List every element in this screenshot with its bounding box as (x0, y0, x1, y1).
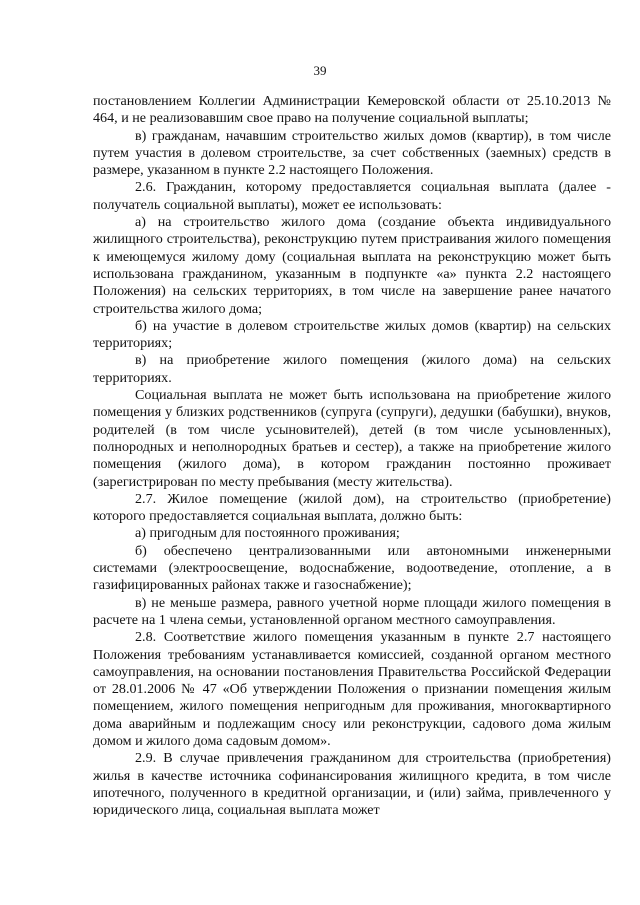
paragraph-2-9: 2.9. В случае привлечения гражданином для строительства (приобретения) жилья в качестве источника софинансирования жилищного кредита, в том числе ипотечного, полученного в кредитной организации, и (или) займа, привлеченного у юридического лица, социальная выплата может (93, 750, 611, 819)
paragraph-2-6-a: а) на строительство жилого дома (создание объекта индивидуального жилищного строительства), реконструкцию путем пристраивания жилого помещения к имеющемуся жилому дому (социальная выплата на реконструкцию может быть использована гражданином, указанным в подпункте «а» пункта 2.2 настоящего Положения) на сельских территориях, в том числе на завершение ранее начатого строительства жилого дома; (93, 214, 611, 317)
paragraph-2-7-a: а) пригодным для постоянного проживания; (135, 525, 400, 542)
paragraph-restriction: Социальная выплата не может быть использована на приобретение жилого помещения у близких родственников (супруга (супруги), дедушки (бабушки), внуков, родителей (в том числе усыновителей), детей (в том числе усыновленных), полнородных и неполнородных братьев и сестер), а также на приобретение жилого помещения (жилого дома), в котором гражданин постоянно проживает (зарегистрирован по месту пребывания (месту жительства). (93, 387, 611, 490)
paragraph-subitem-v: в) гражданам, начавшим строительство жилых домов (квартир), в том числе путем участия в долевом строительстве, за счет собственных (заемных) средств в размере, указанном в пункте 2.2 настоящего Положения. (93, 127, 611, 179)
paragraph-continuation: постановлением Коллегии Администрации Кемеровской области от 25.10.2013 № 464, и не реализовавшим свое право на получение социальной выплаты; (93, 93, 611, 127)
document-body (93, 93, 611, 819)
paragraph-2-8: 2.8. Соответствие жилого помещения указанным в пункте 2.7 настоящего Положения требованиям устанавливается комиссией, созданной органом местного самоуправления, на основании постановления Правительства Российской Федерации от 28.01.2006 № 47 «Об утверждении Положения о признании помещения жилым помещением, жилого помещения непригодным для проживания, многоквартирного дома аварийным и подлежащим сносу или реконструкции, садового дома жилым домом и жилого дома садовым домом». (93, 629, 611, 749)
paragraph-2-7: 2.7. Жилое помещение (жилой дом), на строительство (приобретение) которого предоставляется социальная выплата, должно быть: (93, 490, 611, 525)
paragraph-2-7-v: в) не меньше размера, равного учетной норме площади жилого помещения в расчете на 1 члена семьи, установленной органом местного самоуправления. (93, 594, 611, 628)
paragraph-2-7-b: б) обеспечено централизованными или автономными инженерными системами (электроосвещение, водоснабжение, водоотведение, отопление, а в газифицированных районах также и газоснабжение); (93, 542, 611, 594)
paragraph-2-6-v: в) на приобретение жилого помещения (жилого дома) на сельских территориях. (93, 352, 611, 386)
paragraph-2-6: 2.6. Гражданин, которому предоставляется социальная выплата (далее - получатель социальной выплаты), может ее использовать: (93, 179, 611, 213)
paragraph-2-6-b: б) на участие в долевом строительстве жилых домов (квартир) на сельских территориях; (93, 317, 611, 352)
page-number: 39 (313, 63, 327, 78)
